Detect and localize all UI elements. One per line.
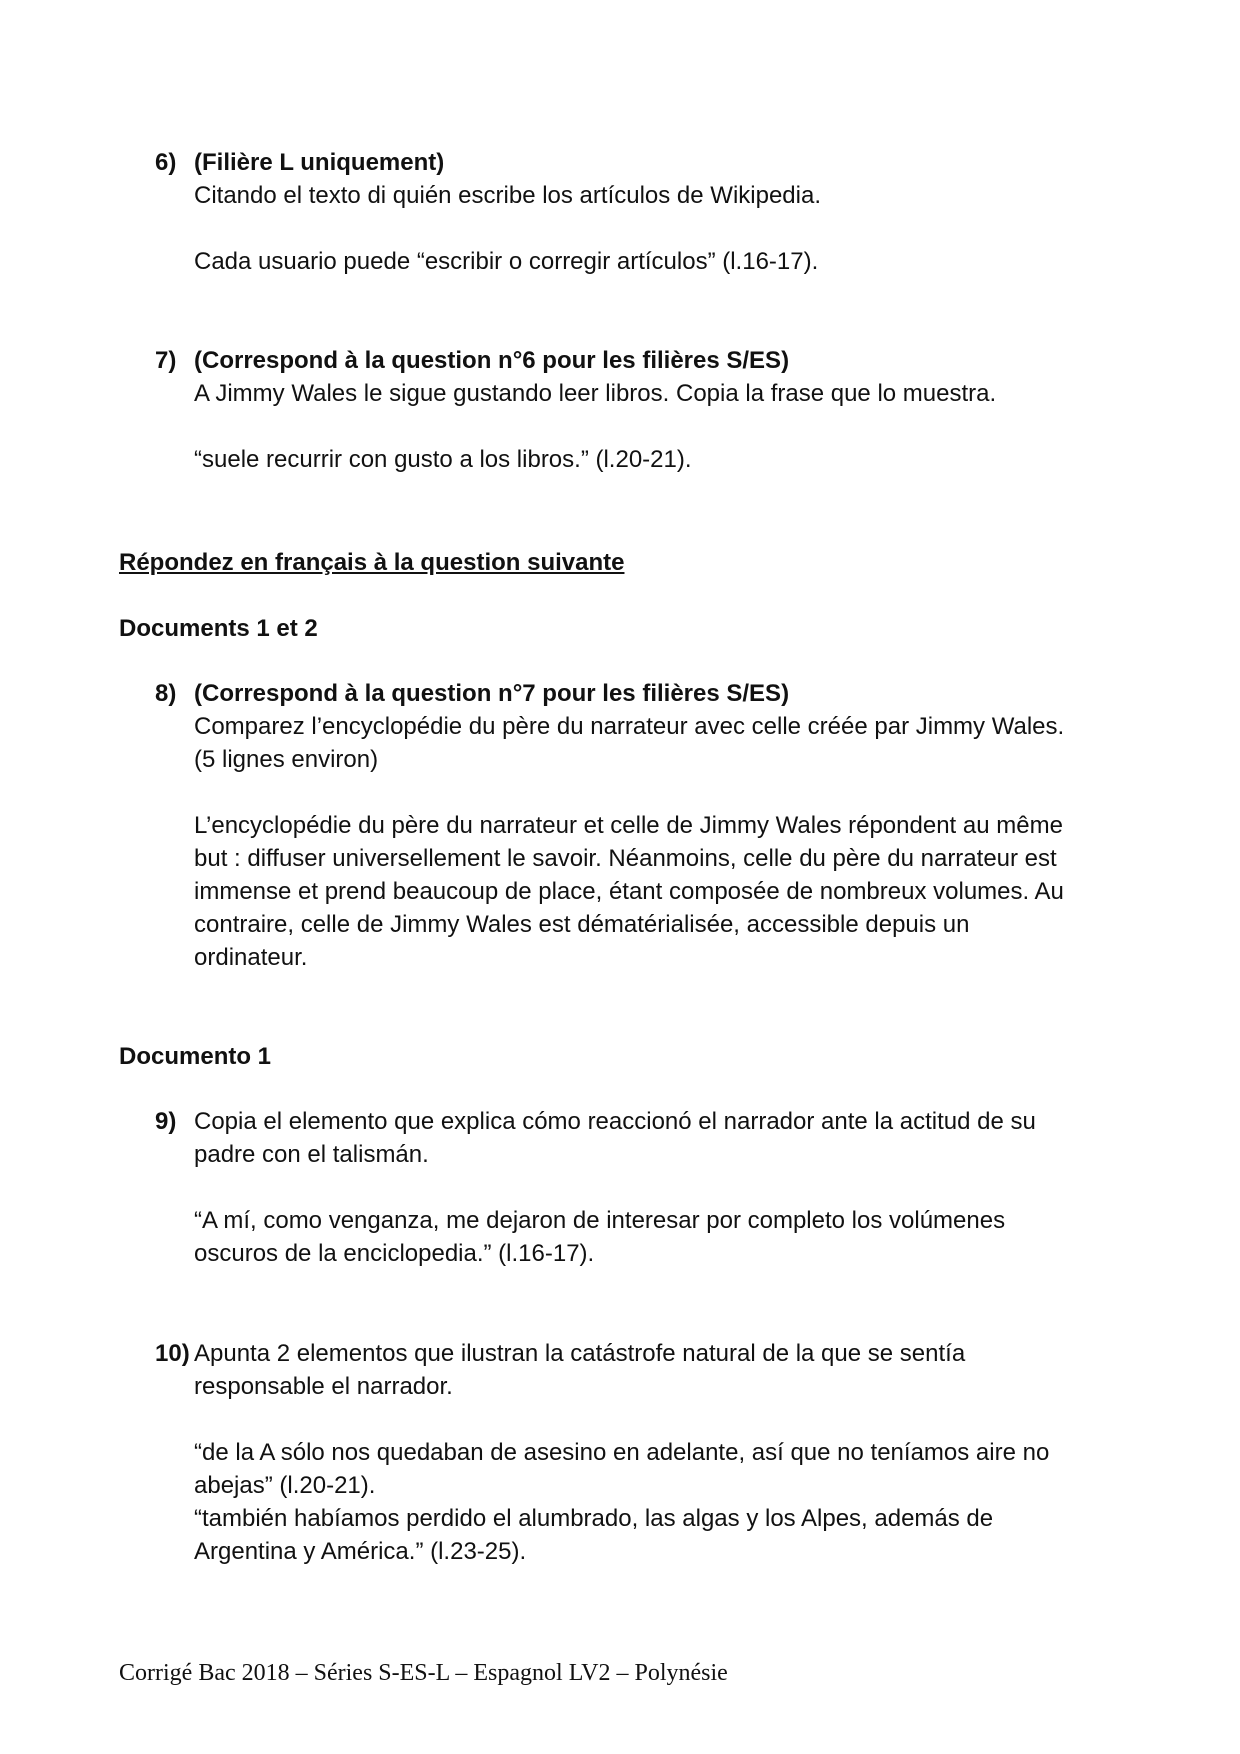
answer-line: abejas” (l.20-21). bbox=[194, 1472, 376, 1499]
answer-line: “de la A sólo nos quedaban de asesino en adelante, así que no teníamos aire no bbox=[194, 1439, 1050, 1466]
question-prompt: A Jimmy Wales le sigue gustando leer libros. Copia la frase que lo muestra. bbox=[194, 380, 997, 407]
documento-1-heading: Documento 1 bbox=[119, 1043, 272, 1070]
question-prompt: (5 lignes environ) bbox=[194, 746, 379, 773]
question-number: 8) bbox=[155, 680, 177, 707]
answer-line: ordinateur. bbox=[194, 944, 308, 971]
question-number: 7) bbox=[155, 347, 177, 374]
question-number: 9) bbox=[155, 1108, 177, 1135]
question-8 bbox=[155, 677, 1115, 974]
documents-1-2-heading: Documents 1 et 2 bbox=[119, 615, 318, 642]
question-7 bbox=[155, 344, 1115, 476]
instruction-heading: Répondez en français à la question suivante bbox=[119, 549, 625, 576]
question-prompt: responsable el narrador. bbox=[194, 1373, 453, 1400]
answer-line: “suele recurrir con gusto a los libros.” (l.20-21). bbox=[194, 446, 692, 473]
answer-line: “A mí, como venganza, me dejaron de interesar por completo los volúmenes bbox=[194, 1207, 1006, 1234]
question-6 bbox=[155, 146, 1115, 278]
question-header: (Filière L uniquement) bbox=[194, 149, 445, 176]
question-prompt: Comparez l’encyclopédie du père du narrateur avec celle créée par Jimmy Wales. bbox=[194, 713, 1065, 740]
answer-line: L’encyclopédie du père du narrateur et celle de Jimmy Wales répondent au même bbox=[194, 812, 1063, 839]
question-10 bbox=[155, 1337, 1115, 1568]
answer-line: immense et prend beaucoup de place, étant composée de nombreux volumes. Au bbox=[194, 878, 1064, 905]
answer-line: but : diffuser universellement le savoir. Néanmoins, celle du père du narrateur est bbox=[194, 845, 1057, 872]
question-prompt: Copia el elemento que explica cómo reaccionó el narrador ante la actitud de su bbox=[194, 1108, 1036, 1135]
question-number: 6) bbox=[155, 149, 177, 176]
question-9 bbox=[155, 1105, 1115, 1270]
question-prompt: Citando el texto di quién escribe los artículos de Wikipedia. bbox=[194, 182, 821, 209]
answer-line: Argentina y América.” (l.23-25). bbox=[194, 1538, 527, 1565]
answer-line: oscuros de la enciclopedia.” (l.16-17). bbox=[194, 1240, 595, 1267]
answer-line: Cada usuario puede “escribir o corregir artículos” (l.16-17). bbox=[194, 248, 819, 275]
page-footer: Corrigé Bac 2018 – Séries S-ES-L – Espagnol LV2 – Polynésie bbox=[119, 1660, 728, 1686]
question-header: (Correspond à la question n°6 pour les filières S/ES) bbox=[194, 347, 790, 374]
answer-line: contraire, celle de Jimmy Wales est dématérialisée, accessible depuis un bbox=[194, 911, 970, 938]
question-prompt: padre con el talismán. bbox=[194, 1141, 429, 1168]
answer-line: “también habíamos perdido el alumbrado, las algas y los Alpes, además de bbox=[194, 1505, 994, 1532]
question-number: 10) bbox=[155, 1340, 190, 1367]
question-prompt: Apunta 2 elementos que ilustran la catástrofe natural de la que se sentía bbox=[194, 1340, 966, 1367]
question-header: (Correspond à la question n°7 pour les filières S/ES) bbox=[194, 680, 790, 707]
